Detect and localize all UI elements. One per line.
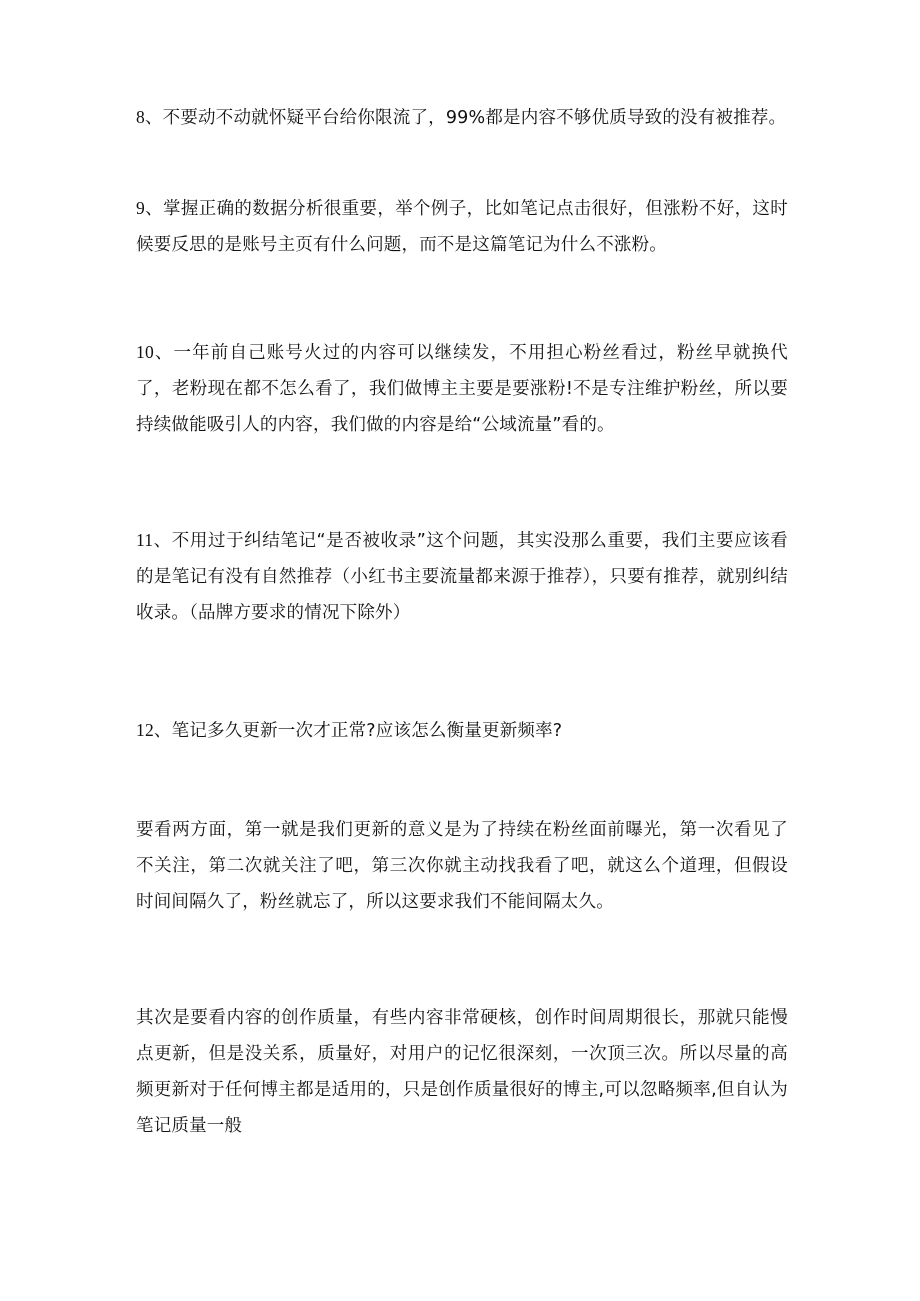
paragraph-text: 、不用过于纠结笔记“是否被收录”这个问题，其实没那么重要，我们主要应该看的是笔记有没有自然推荐（小红书主要流量都来源于推荐），只要有推荐，就别纠结收录。（品牌方要求的情况下除外） bbox=[136, 531, 788, 623]
paragraph-text: 、一年前自己账号火过的内容可以继续发，不用担心粉丝看过，粉丝早就换代了，老粉现在都不怎么看了，我们做博主主要是要涨粉!不是专注维护粉丝，所以要持续做能吸引人的内容，我们做的内容是给“公域流量”看的。 bbox=[136, 343, 788, 435]
paragraph-answer-1 bbox=[136, 812, 788, 920]
paragraph-item-9 bbox=[136, 190, 788, 263]
paragraph-item-8 bbox=[136, 99, 788, 136]
paragraph-answer-2 bbox=[136, 1000, 788, 1144]
item-number: 8 bbox=[136, 107, 145, 127]
paragraph-text: 、笔记多久更新一次才正常?应该怎么衡量更新频率? bbox=[153, 721, 563, 741]
item-number: 9 bbox=[136, 198, 145, 218]
paragraph-text: 、不要动不动就怀疑平台给你限流了，99%都是内容不够优质导致的没有被推荐。 bbox=[144, 108, 787, 128]
item-number: 10 bbox=[136, 342, 154, 362]
item-number: 11 bbox=[136, 530, 154, 550]
paragraph-text: 其次是要看内容的创作质量，有些内容非常硬核，创作时间周期很长，那就只能慢点更新，但是没关系，质量好，对用户的记忆很深刻，一次顶三次。所以尽量的高频更新对于任何博主都是适用的，只是创作质量很好的博主,可以忽略频率,但自认为笔记质量一般 bbox=[136, 1008, 788, 1136]
paragraph-text: 要看两方面，第一就是我们更新的意义是为了持续在粉丝面前曝光，第一次看见了不关注，第二次就关注了吧，第三次你就主动找我看了吧，就这么个道理，但假设时间间隔久了，粉丝就忘了，所以这要求我们不能间隔太久。 bbox=[136, 820, 788, 912]
item-number: 12 bbox=[136, 720, 154, 740]
paragraph-item-12 bbox=[136, 712, 788, 749]
paragraph-item-11 bbox=[136, 522, 788, 631]
paragraph-item-10 bbox=[136, 334, 788, 443]
paragraph-text: 、掌握正确的数据分析很重要，举个例子，比如笔记点击很好，但涨粉不好，这时候要反思的是账号主页有什么问题，而不是这篇笔记为什么不涨粉。 bbox=[136, 199, 788, 255]
